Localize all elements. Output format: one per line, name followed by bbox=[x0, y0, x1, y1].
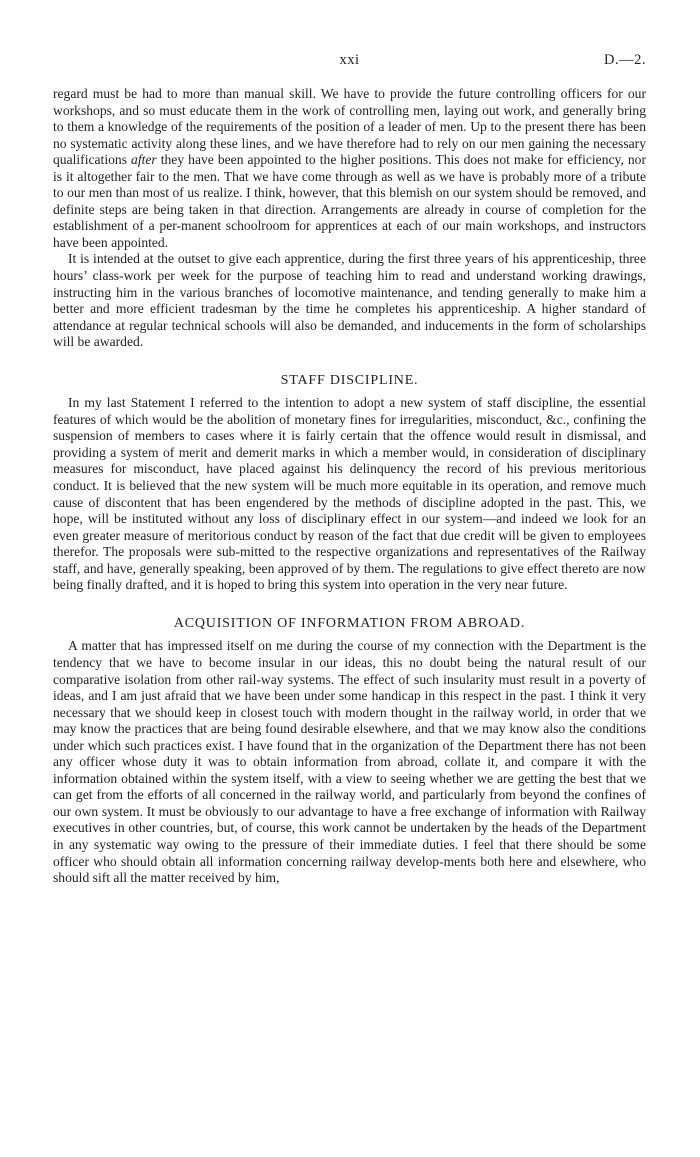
section-heading-acquisition: ACQUISITION OF INFORMATION FROM ABROAD. bbox=[173, 615, 526, 631]
page-number: xxi bbox=[339, 52, 360, 68]
document-reference: D.—2. bbox=[604, 52, 646, 68]
emphasis-after: after bbox=[131, 152, 157, 168]
intro-paragraph-1: regard must be had to more than manual skill. We have to provide the future controlling officers for our workshops, and so must educate them in the work of controlling men, laying out work, and generally bring to them a knowledge of the requirements of the position of a leader of men. Up to the present there has been no systematic activity along these lines, and we have therefore had to rely on our men gaining the necessary qualifications after they have been appointed to the higher positions. This does not make for efficiency, nor is it altogether fair to the men. That we have come through as well as we have is probably more of a tribute to our men than most of us realize. I think, however, that this blemish on our system should be removed, and definite steps are being taken in that direction. Arrangements are already in course of completion for the establishment of a per-manent schoolroom for apprentices at each of our main workshops, and instructors have been appointed. bbox=[53, 86, 646, 250]
body-text bbox=[53, 86, 646, 887]
staff-discipline-paragraph: In my last Statement I referred to the intention to adopt a new system of staff discipline, the essential features of which would be the abolition of monetary fines for irregularities, misconduct, &c., confining the suspension of members to cases where it is fairly certain that the offence would result in dismissal, and providing a system of merit and demerit marks in which a member would, in consideration of disciplinary measures for misconduct, have placed against his delinquency the record of his previous meritorious conduct. It is believed that the new system will be much more equitable in its operation, and remove much cause of discontent that has been engendered by the methods of discipline adopted in the past. This, we hope, will be instituted without any loss of disciplinary effect in our system—and indeed we look for an even greater measure of meritorious conduct by reason of the fact that due credit will be given to employees therefor. The proposals were sub-mitted to the respective organizations and representatives of the Railway staff, and have, generally speaking, been approved of by them. The regulations to give effect thereto are now being finally drafted, and it is hoped to bring this system into operation in the very near future. bbox=[53, 395, 646, 593]
acquisition-paragraph: A matter that has impressed itself on me during the course of my connection with the Department is the tendency that we have to become insular in our ideas, this no doubt being the natural result of our comparative isolation from other rail-way systems. The effect of such insularity must result in a poverty of ideas, and I am just afraid that we have been under some handicap in this respect in the past. I think it very necessary that we should keep in closest touch with modern thought in the railway world, in order that we may know the practices that are being found desirable elsewhere, and that we may know also the conditions under which such practices exist. I have found that in the organization of the Department there has not been any officer whose duty it was to obtain information from abroad, collate it, and compare it with the information obtained within the system itself, with a view to seeing whether we are getting the best that we can get from the efforts of all concerned in the railway world, and particularly from beyond the confines of our own system. It must be obviously to our advantage to have a free exchange of information with Railway executives in other countries, but, of course, this work cannot be undertaken by the heads of the Department in any systematic way owing to the pressure of their immediate duties. I feel that there should be some officer who should obtain all information concerning railway develop-ments both here and elsewhere, who should sift all the matter received by him, bbox=[53, 638, 646, 886]
page-header bbox=[53, 52, 646, 74]
intro-paragraph-2: It is intended at the outset to give each apprentice, during the first three years of his apprenticeship, three hours’ class-work per week for the purpose of teaching him to read and understand working drawings, instructing him in the various branches of locomotive maintenance, and tending generally to make him a better and more efficient tradesman by the time he completes his apprenticeship. A higher standard of attendance at regular technical schools will also be demanded, and inducements in the form of scholarships will be awarded. bbox=[53, 251, 646, 350]
section-heading-staff-discipline: STAFF DISCIPLINE. bbox=[280, 372, 419, 388]
